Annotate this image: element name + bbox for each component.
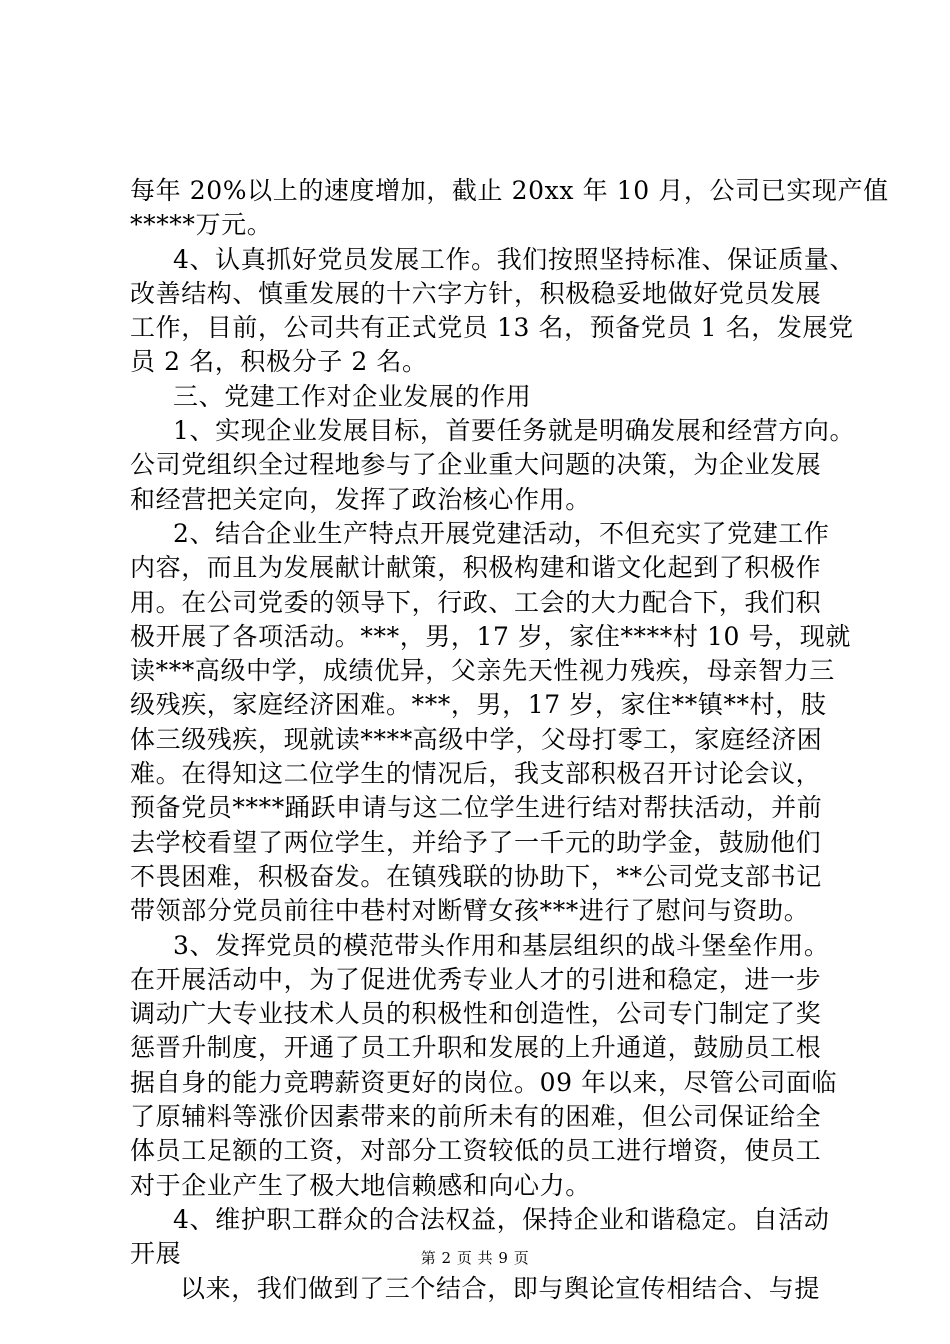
text-line: 和经营把关定向，发挥了政治核心作用。	[130, 484, 591, 514]
text-line: 每年 20%以上的速度增加，截止 20xx 年 10 月，公司已实现产值	[130, 176, 889, 205]
text-line: 去学校看望了两位学生，并给予了一千元的助学金，鼓励他们	[130, 827, 822, 857]
document-body	[130, 174, 889, 1306]
paragraph-start-line: 2、结合企业生产特点开展党建活动，不但充实了党建工作	[173, 518, 830, 548]
text-line: 不畏困难，积极奋发。在镇残联的协助下，**公司党支部书记	[130, 861, 822, 891]
text-line: 据自身的能力竞聘薪资更好的岗位。09 年以来，尽管公司面临	[130, 1067, 838, 1097]
text-line: 用。在公司党委的领导下，行政、工会的大力配合下，我们积	[130, 587, 822, 617]
paragraph-start-line: 3、发挥党员的模范带头作用和基层组织的战斗堡垒作用。	[173, 930, 830, 960]
text-line: 员 2 名，积极分子 2 名。	[130, 347, 428, 377]
text-line: *****万元。	[130, 210, 273, 240]
text-line: 开展	[130, 1239, 182, 1269]
text-line: 调动广大专业技术人员的积极性和创造性，公司专门制定了奖	[130, 999, 822, 1029]
text-line: 级残疾，家庭经济困难。***，男，17 岁，家住**镇**村，肢	[130, 690, 827, 720]
text-line: 体员工足额的工资，对部分工资较低的员工进行增资，使员工	[130, 1136, 822, 1166]
text-line: 惩晋升制度，开通了员工升职和发展的上升通道，鼓励员工根	[130, 1033, 822, 1063]
text-line: 以来，我们做到了三个结合，即与舆论宣传相结合、与提	[180, 1273, 821, 1303]
text-line: 预备党员****踊跃申请与这二位学生进行结对帮扶活动，并前	[130, 793, 823, 823]
page-number-footer: 第 2 页 共 9 页	[420, 1249, 530, 1267]
paragraph-start-line: 1、实现企业发展目标，首要任务就是明确发展和经营方向。	[173, 416, 856, 446]
text-line: 对于企业产生了极大地信赖感和向心力。	[130, 1170, 591, 1200]
paragraph-start-line: 4、认真抓好党员发展工作。我们按照坚持标准、保证质量、	[173, 244, 856, 274]
text-line: 内容，而且为发展献计献策，积极构建和谐文化起到了积极作	[130, 553, 822, 583]
text-line: 读***高级中学，成绩优异，父亲先天性视力残疾，母亲智力三	[130, 656, 835, 686]
text-line: 改善结构、慎重发展的十六字方针，积极稳妥地做好党员发展	[130, 278, 822, 308]
text-line: 公司党组织全过程地参与了企业重大问题的决策，为企业发展	[130, 450, 822, 480]
text-line: 在开展活动中，为了促进优秀专业人才的引进和稳定，进一步	[130, 964, 822, 994]
text-line: 工作，目前，公司共有正式党员 13 名，预备党员 1 名，发展党	[130, 313, 854, 343]
text-line: 带领部分党员前往中巷村对断臂女孩***进行了慰问与资助。	[130, 896, 810, 926]
text-line: 极开展了各项活动。***，男，17 岁，家住****村 10 号，现就	[130, 621, 851, 651]
text-line: 难。在得知这二位学生的情况后，我支部积极召开讨论会议，	[130, 759, 822, 789]
paragraph-start-line: 4、维护职工群众的合法权益，保持企业和谐稳定。自活动	[173, 1204, 830, 1234]
text-line: 了原辅料等涨价因素带来的前所未有的困难，但公司保证给全	[130, 1102, 822, 1132]
section-heading: 三、党建工作对企业发展的作用	[173, 381, 532, 411]
text-line: 体三级残疾，现就读****高级中学，父母打零工，家庭经济困	[130, 724, 823, 754]
